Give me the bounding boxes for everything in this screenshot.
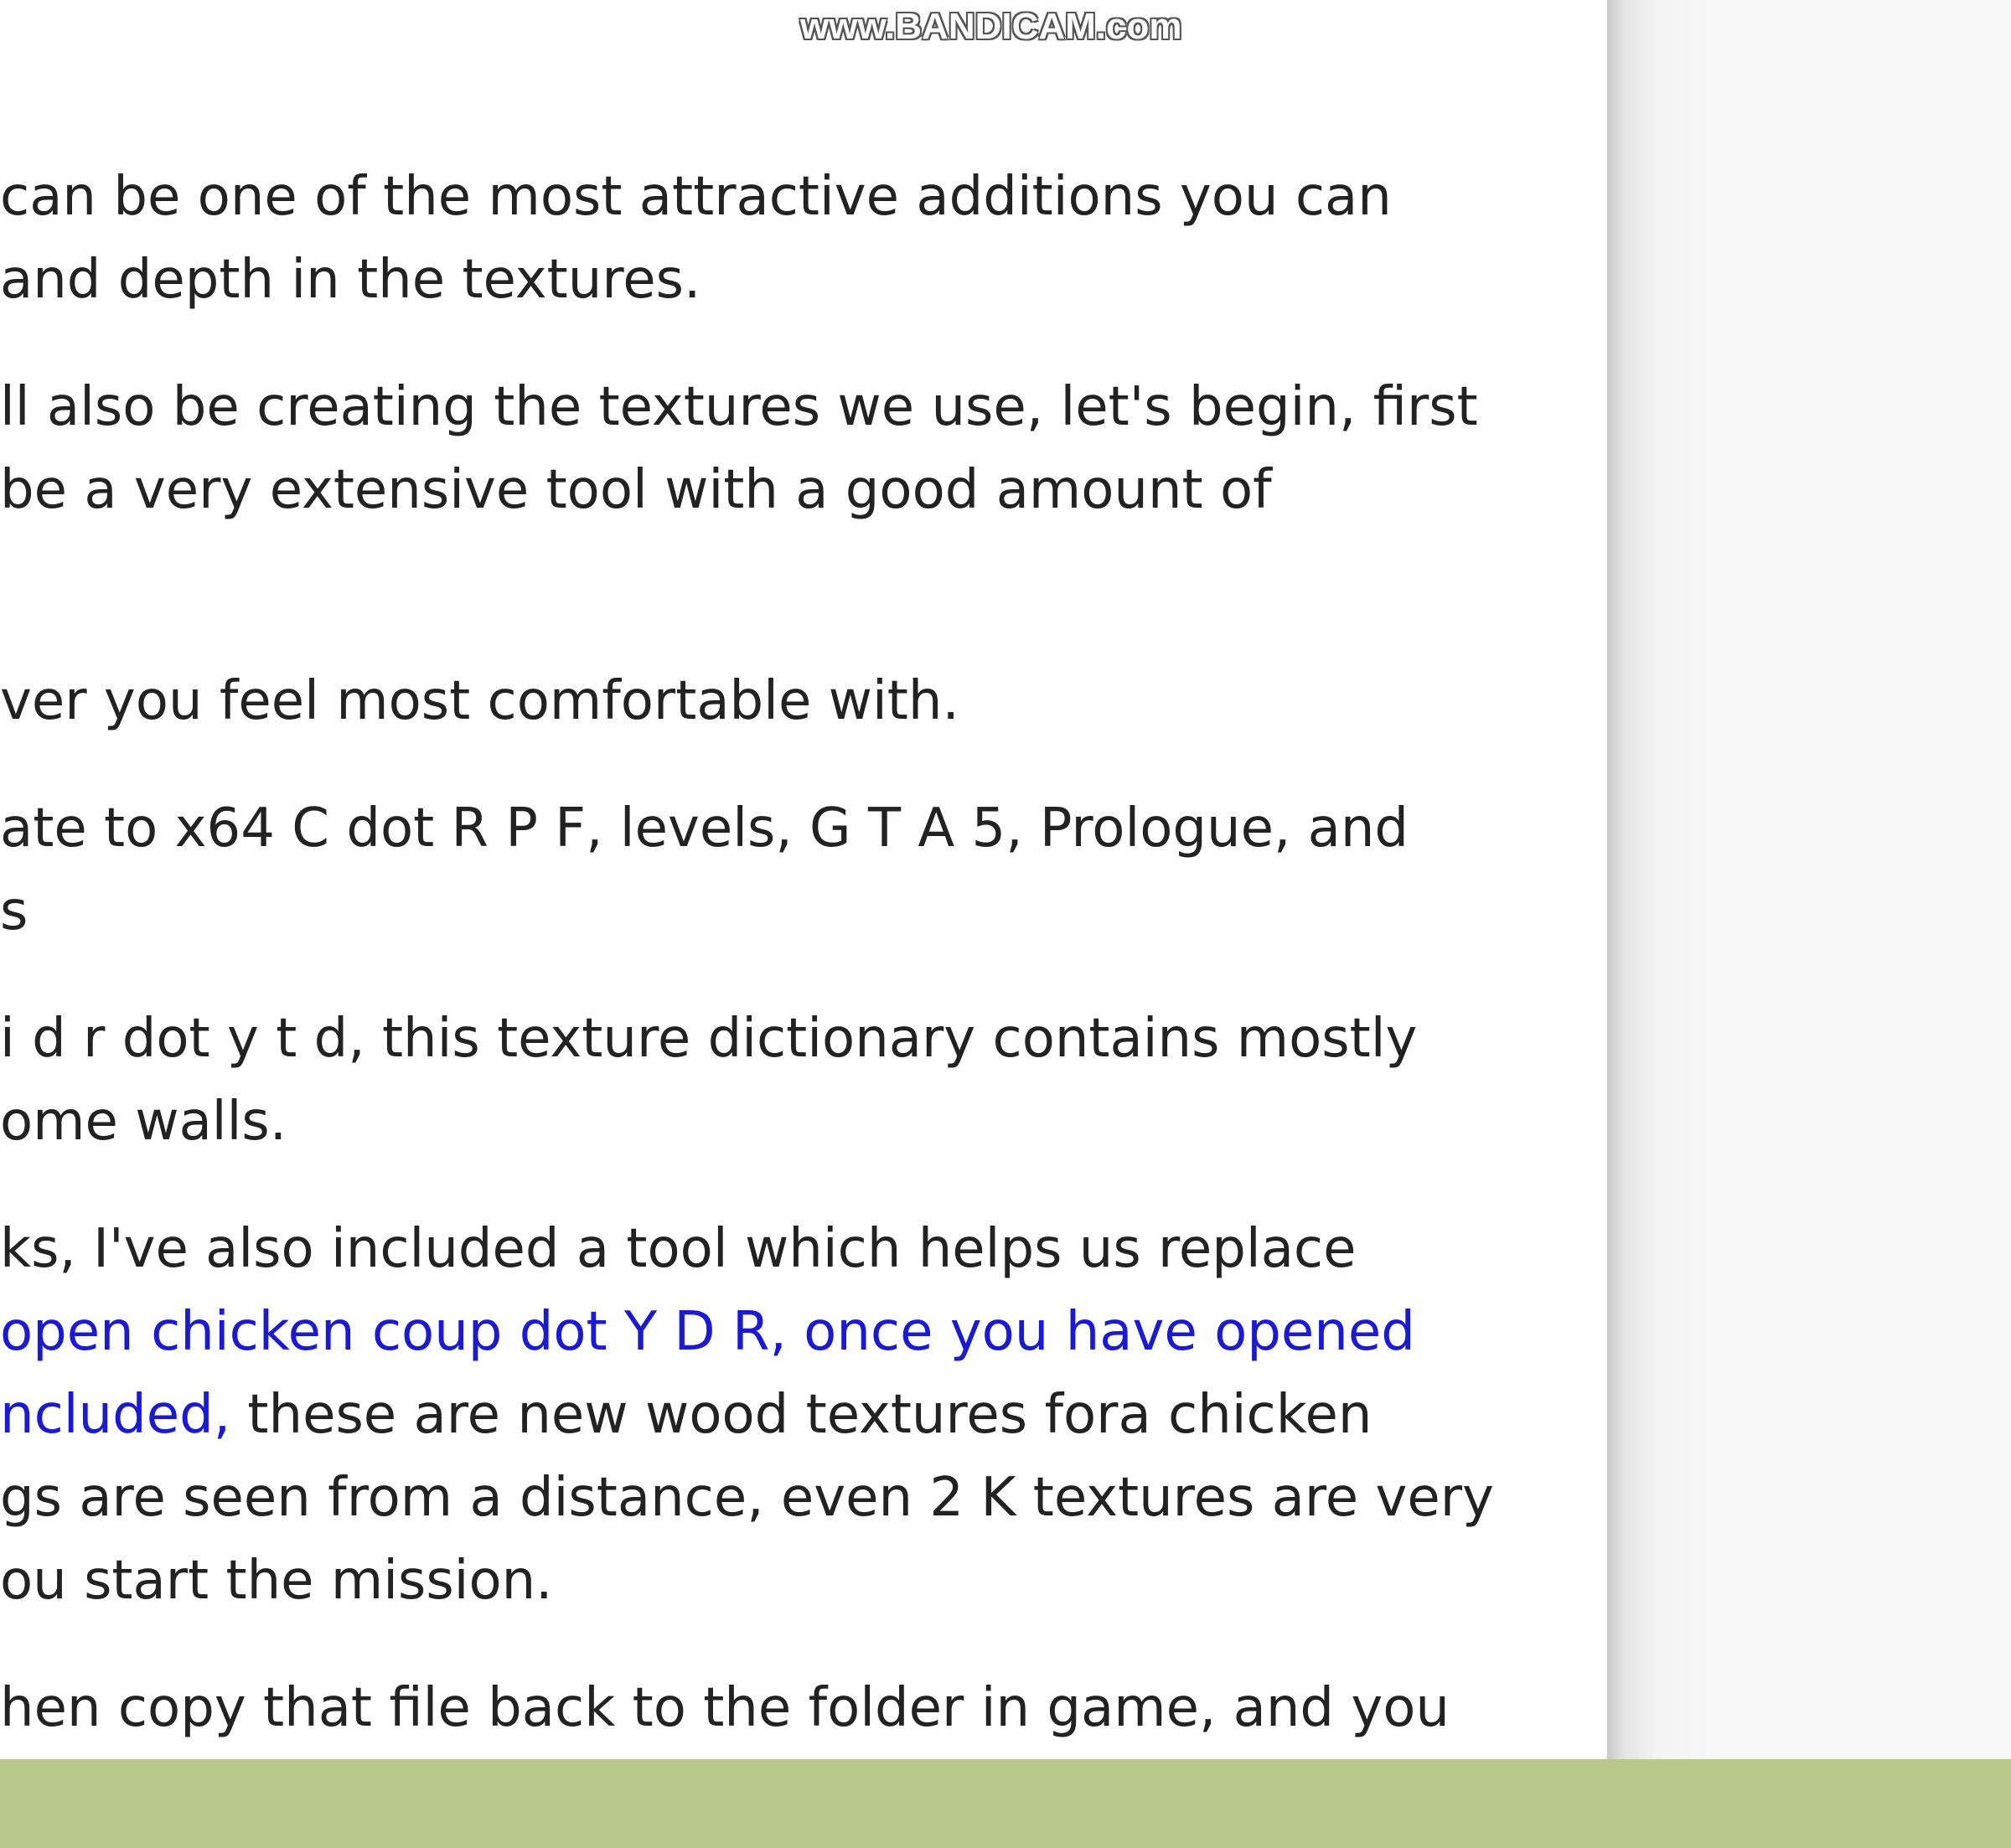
text-line: ou start the mission. xyxy=(0,1550,553,1612)
text-line: ll also be creating the textures we use, let's begin, first xyxy=(0,376,1478,438)
text-line: s xyxy=(0,880,28,942)
highlighted-text: ncluded, xyxy=(0,1384,231,1446)
paragraph-3 xyxy=(0,660,959,743)
taskbar xyxy=(0,1759,2011,1848)
paragraph-5 xyxy=(0,998,1417,1164)
text-line: and depth in the textures. xyxy=(0,249,701,311)
text-line xyxy=(0,1374,1494,1457)
text-line: hen copy that file back to the folder in game, and you xyxy=(0,1677,1450,1739)
text-line: ks, I've also included a tool which helps us replace xyxy=(0,1218,1357,1280)
paragraph-2 xyxy=(0,366,1478,532)
recorder-watermark: www.BANDICAM.com xyxy=(800,6,1182,47)
highlighted-text-line: open chicken coup dot Y D R, once you have opened xyxy=(0,1301,1415,1363)
page-margin-area xyxy=(1607,0,2011,1759)
paragraph-1 xyxy=(0,156,1392,322)
text-line: be a very extensive tool with a good amount of xyxy=(0,459,1272,521)
text-line: ome walls. xyxy=(0,1091,287,1153)
text-line: i d r dot y t d, this texture dictionary contains mostly xyxy=(0,1008,1418,1070)
text-line: ate to x64 C dot R P F, levels, G T A 5, Prologue, and xyxy=(0,798,1409,859)
text-line: gs are seen from a distance, even 2 K textures are very xyxy=(0,1467,1494,1529)
paragraph-6 xyxy=(0,1208,1494,1623)
text-line: ver you feel most comfortable with. xyxy=(0,670,959,732)
paragraph-4 xyxy=(0,787,1409,953)
text-line: can be one of the most attractive additions you can xyxy=(0,166,1392,228)
paragraph-7 xyxy=(0,1667,1450,1750)
text-span: these are new wood textures fora chicken xyxy=(230,1384,1373,1446)
